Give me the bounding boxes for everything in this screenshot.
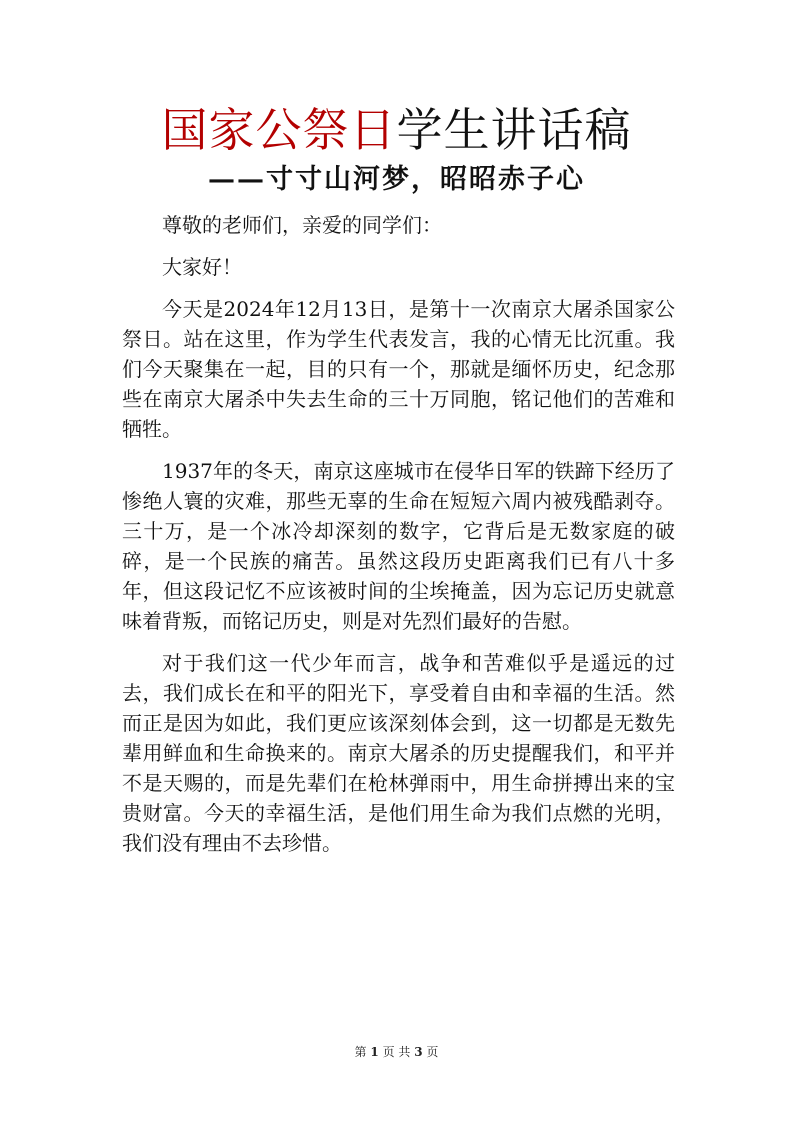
title-red-part: 国家公祭日 — [161, 103, 397, 157]
document-body — [122, 210, 675, 870]
document-subtitle: ——寸寸山河梦，昭昭赤子心 — [208, 164, 585, 195]
footer-suffix: 页 — [426, 1045, 439, 1059]
page-footer — [0, 1044, 793, 1060]
paragraph-1: 今天是2024年12月13日，是第十一次南京大屠杀国家公祭日。站在这里，作为学生代表发言，我的心情无比沉重。我们今天聚集在一起，目的只有一个，那就是缅怀历史，纪念那些在南京大屠杀中失去生命的三十万同胞，铭记他们的苦难和牺牲。 — [122, 297, 675, 441]
paragraph-2: 1937年的冬天，南京这座城市在侵华日军的铁蹄下经历了惨绝人寰的灾难，那些无辜的生命在短短六周内被残酷剥夺。三十万，是一个冰冷却深刻的数字，它背后是无数家庭的破碎，是一个民族的痛苦。虽然这段历史距离我们已有八十多年，但这段记忆不应该被时间的尘埃掩盖，因为忘记历史就意味着背叛，而铭记历史，则是对先烈们最好的告慰。 — [122, 459, 675, 633]
footer-middle: 页 共 — [382, 1045, 411, 1059]
paragraph-greeting: 大家好！ — [162, 255, 242, 279]
footer-total-pages: 3 — [414, 1045, 423, 1059]
footer-current-page: 1 — [370, 1045, 379, 1059]
title-black-part: 学生讲话稿 — [396, 103, 632, 157]
paragraph-3: 对于我们这一代少年而言，战争和苦难似乎是遥远的过去，我们成长在和平的阳光下，享受着自由和幸福的生活。然而正是因为如此，我们更应该深刻体会到，这一切都是无数先辈用鲜血和生命换来的。南京大屠杀的历史提醒我们，和平并不是天赐的，而是先辈们在枪林弹雨中，用生命拼搏出来的宝贵财富。今天的幸福生活，是他们用生命为我们点燃的光明，我们没有理由不去珍惜。 — [122, 651, 675, 855]
document-title — [0, 100, 793, 160]
paragraph-salutation: 尊敬的老师们，亲爱的同学们： — [162, 213, 442, 237]
footer-prefix: 第 — [354, 1045, 367, 1059]
